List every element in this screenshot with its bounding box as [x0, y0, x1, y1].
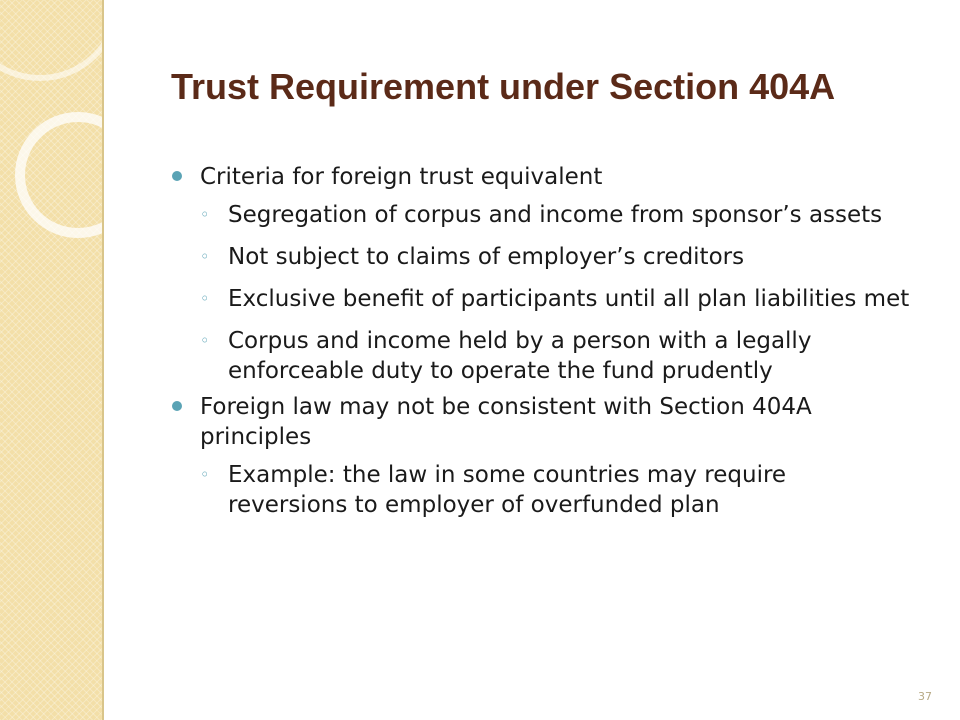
sub-bullet-item — [172, 284, 912, 314]
sub-bullet-item — [172, 460, 912, 520]
decorative-side-band — [0, 0, 104, 720]
sub-bullet-text: Example: the law in some countries may require reversions to employer of overfunded plan — [228, 462, 787, 518]
bullet-text: Criteria for foreign trust equivalent — [200, 164, 603, 190]
sub-bullet-item — [172, 200, 912, 230]
sub-bullet-ring-icon: ◦ — [200, 289, 210, 308]
sub-bullet-text: Not subject to claims of employer’s creditors — [228, 244, 745, 270]
sub-bullet-ring-icon: ◦ — [200, 331, 210, 350]
sub-bullet-ring-icon: ◦ — [200, 205, 210, 224]
sub-bullet-text: Exclusive benefit of participants until all plan liabilities met — [228, 286, 910, 312]
bullet-dot-icon — [172, 401, 182, 411]
slide-title: Trust Requirement under Section 404A — [171, 66, 836, 107]
sub-bullet-ring-icon: ◦ — [200, 247, 210, 266]
sub-bullet-item — [172, 242, 912, 272]
bullet-text: Foreign law may not be consistent with Section 404A principles — [200, 394, 812, 450]
sub-bullet-text: Segregation of corpus and income from sponsor’s assets — [228, 202, 883, 228]
sub-bullet-ring-icon: ◦ — [200, 465, 210, 484]
bullet-item — [172, 392, 912, 452]
bullet-dot-icon — [172, 171, 182, 181]
slide-body — [172, 162, 912, 520]
page-number: 37 — [918, 690, 932, 703]
bullet-item — [172, 162, 912, 192]
sub-bullet-item — [172, 326, 912, 386]
decorative-arcs — [0, 0, 104, 720]
sub-bullet-text: Corpus and income held by a person with a legally enforceable duty to operate the fund prudently — [228, 328, 812, 384]
